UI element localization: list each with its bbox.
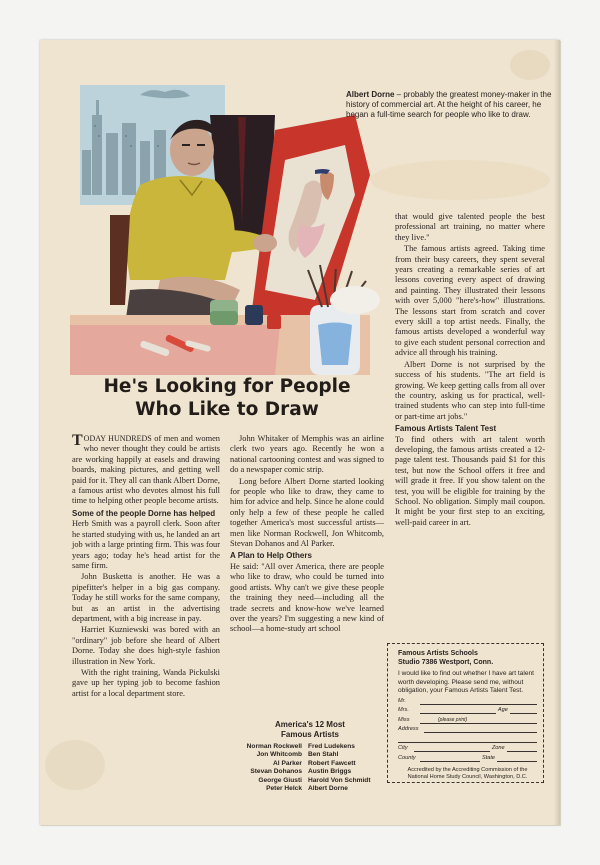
headline [72, 375, 382, 421]
illustration-caption [346, 90, 556, 120]
artist-name: Stevan Dohanos [250, 768, 302, 776]
city-label: City [398, 745, 408, 751]
intro-smallcaps: ODAY HUNDREDS [83, 434, 152, 443]
artist-name: Ben Stahl [308, 751, 339, 759]
mr-label: Mr. [398, 697, 406, 704]
age-label: Age [497, 707, 508, 713]
accreditation-note: Accredited by the Accrediting Commission of the National Home Study Council, Washington, D.C. [407, 766, 528, 780]
headline-line-2: Who Like to Draw [135, 399, 319, 420]
mail-coupon[interactable] [387, 643, 544, 783]
article-column-3 [395, 212, 545, 529]
artist-name: Fred Ludekens [308, 743, 355, 750]
artists-title-line-2: Famous Artists [281, 729, 339, 739]
artists-title-line-1: America's 12 Most [275, 720, 345, 729]
artist-name: Norman Rockwell [246, 743, 302, 750]
artist-name: Al Parker [273, 759, 302, 767]
artist-name: George Giusti [258, 776, 302, 784]
headline-line-1: He's Looking for People [103, 376, 351, 397]
paragraph: To find others with art talent worth developing, the famous artists created a 12-page talent test. Thousands paid $1 for this test, but now the School offers it free and will grade it free. If you show talent on the test, you will be eligible for training by the School. No obligation. Simply mail coupon. It might be your first step to an exciting, well-paid career in art. [395, 434, 545, 527]
coupon-school-name: Famous Artists Schools [398, 650, 478, 657]
paragraph: that would give talented people the best professional art training, no matter where they live." [395, 212, 545, 242]
paragraph: Long before Albert Dorne started looking for people who like to draw, they came to him for advice and help. Since he alone could only help a few of these people he called together America's most successful artists—men like Norman Rockwell, Jon Whitcomb, Stevan Dohanos and Al Parker. [230, 476, 384, 549]
name-field-mrs[interactable] [398, 706, 537, 715]
artists-title [245, 720, 375, 739]
county-state-field[interactable] [398, 753, 537, 762]
subhead-talent-test: Famous Artists Talent Test [395, 424, 497, 434]
artist-name: Harold Von Schmidt [308, 776, 371, 784]
coupon-body: I would like to find out whether I have art talent worth developing. Please send me, without obligation, your Famous Artists Talent Test. [398, 670, 534, 694]
caption-text: – probably the greatest money-maker in the history of commercial art. At the height of his career, he began a full-time search for people who like to draw. [346, 90, 552, 119]
city-zone-field[interactable] [398, 744, 537, 753]
name-field-mr[interactable] [398, 696, 537, 705]
address-field[interactable] [398, 725, 537, 734]
extra-address-line[interactable] [398, 734, 537, 743]
name-field-miss[interactable] [398, 715, 537, 724]
paragraph: Harriet Kuzniewski was bored with an "ordinary" job before she heard of Albert Dorne. Today she does high-style fashion illustration in New York. [72, 625, 220, 666]
state-label: State [481, 754, 496, 761]
artist-illustration [70, 75, 385, 375]
artist-name: Austin Briggs [308, 768, 352, 776]
yellow-shirt [127, 176, 235, 280]
artist-name: Peter Helck [266, 785, 302, 793]
intro-text: of men and women who never thought they could be artists are working happily at easels and drawing boards, making pictures, and getting well paid for it. They all can thank Albert Dorne, a famous artist who devotes almost his full time to helping other people become artists. [72, 434, 220, 506]
paragraph: John Whitaker of Memphis was an airline clerk two years ago. Recently he won a national cartooning contest and was signed to do a newspaper comic strip. [230, 434, 384, 475]
paragraph: He said: "All over America, there are people who like to draw, who could be turned into good artists. Why can't we give these people the training they need—including all the trade secrets and know-how we've learned over the years? I'm suggesting a new kind of school—a home-study art school [230, 561, 384, 634]
artist-name: Albert Dorne [308, 785, 348, 793]
zone-label: Zone [491, 745, 505, 751]
miss-label: Miss [398, 716, 410, 723]
subhead-plan: A Plan to Help Others [230, 551, 312, 561]
address-label: Address [398, 726, 419, 732]
paragraph: Herb Smith was a payroll clerk. Soon after he started studying with us, he landed an art job with a large printing firm. This was four years ago; today he's head artist for the same firm. [72, 519, 220, 570]
mrs-label: Mrs. [398, 707, 409, 713]
paragraph: The famous artists agreed. Taking time from their busy careers, they spent several years creating a remarkable series of art lessons covering every aspect of drawing and painting. They illustrated their lessons with over 5,000 "here's-how" illustrations. The lessons start from scratch and cover every skill a top artist needs. Finally, the famous artists developed a wonderful way to give each student personal correction and advice all through his training. [395, 244, 545, 358]
artists-list [220, 743, 390, 793]
subhead-people-helped: Some of the people Dorne has helped [72, 508, 216, 518]
please-print-label: (please print) [438, 716, 468, 723]
drop-cap: T [72, 432, 83, 449]
article-column-1 [72, 434, 220, 700]
artist-name: Robert Fawcett [308, 759, 356, 767]
age-field[interactable] [510, 706, 537, 714]
intro-paragraph [72, 434, 220, 507]
artist-name: Jon Whitcomb [256, 751, 302, 759]
article-column-2 [230, 434, 384, 636]
paragraph: Albert Dorne is not surprised by the success of his students. "The art field is growing. We keep getting calls from all over the country, asking us for practical, well-trained students who can step into full-time or part-time art jobs." [395, 359, 545, 421]
magazine-back-page [40, 40, 560, 825]
coupon-studio-address: Studio 7386 Westport, Conn. [398, 658, 494, 666]
county-label: County [398, 754, 416, 761]
paragraph: With the right training, Wanda Pickulski gave up her typing job to become fashion artist for a local department store. [72, 668, 220, 698]
caption-name: Albert Dorne [346, 90, 395, 99]
paragraph: John Busketta is another. He was a pipefitter's helper in a big gas company. Today he still works for the same company, but as an artist in the advertising department, with a big increase in pay. [72, 572, 220, 623]
